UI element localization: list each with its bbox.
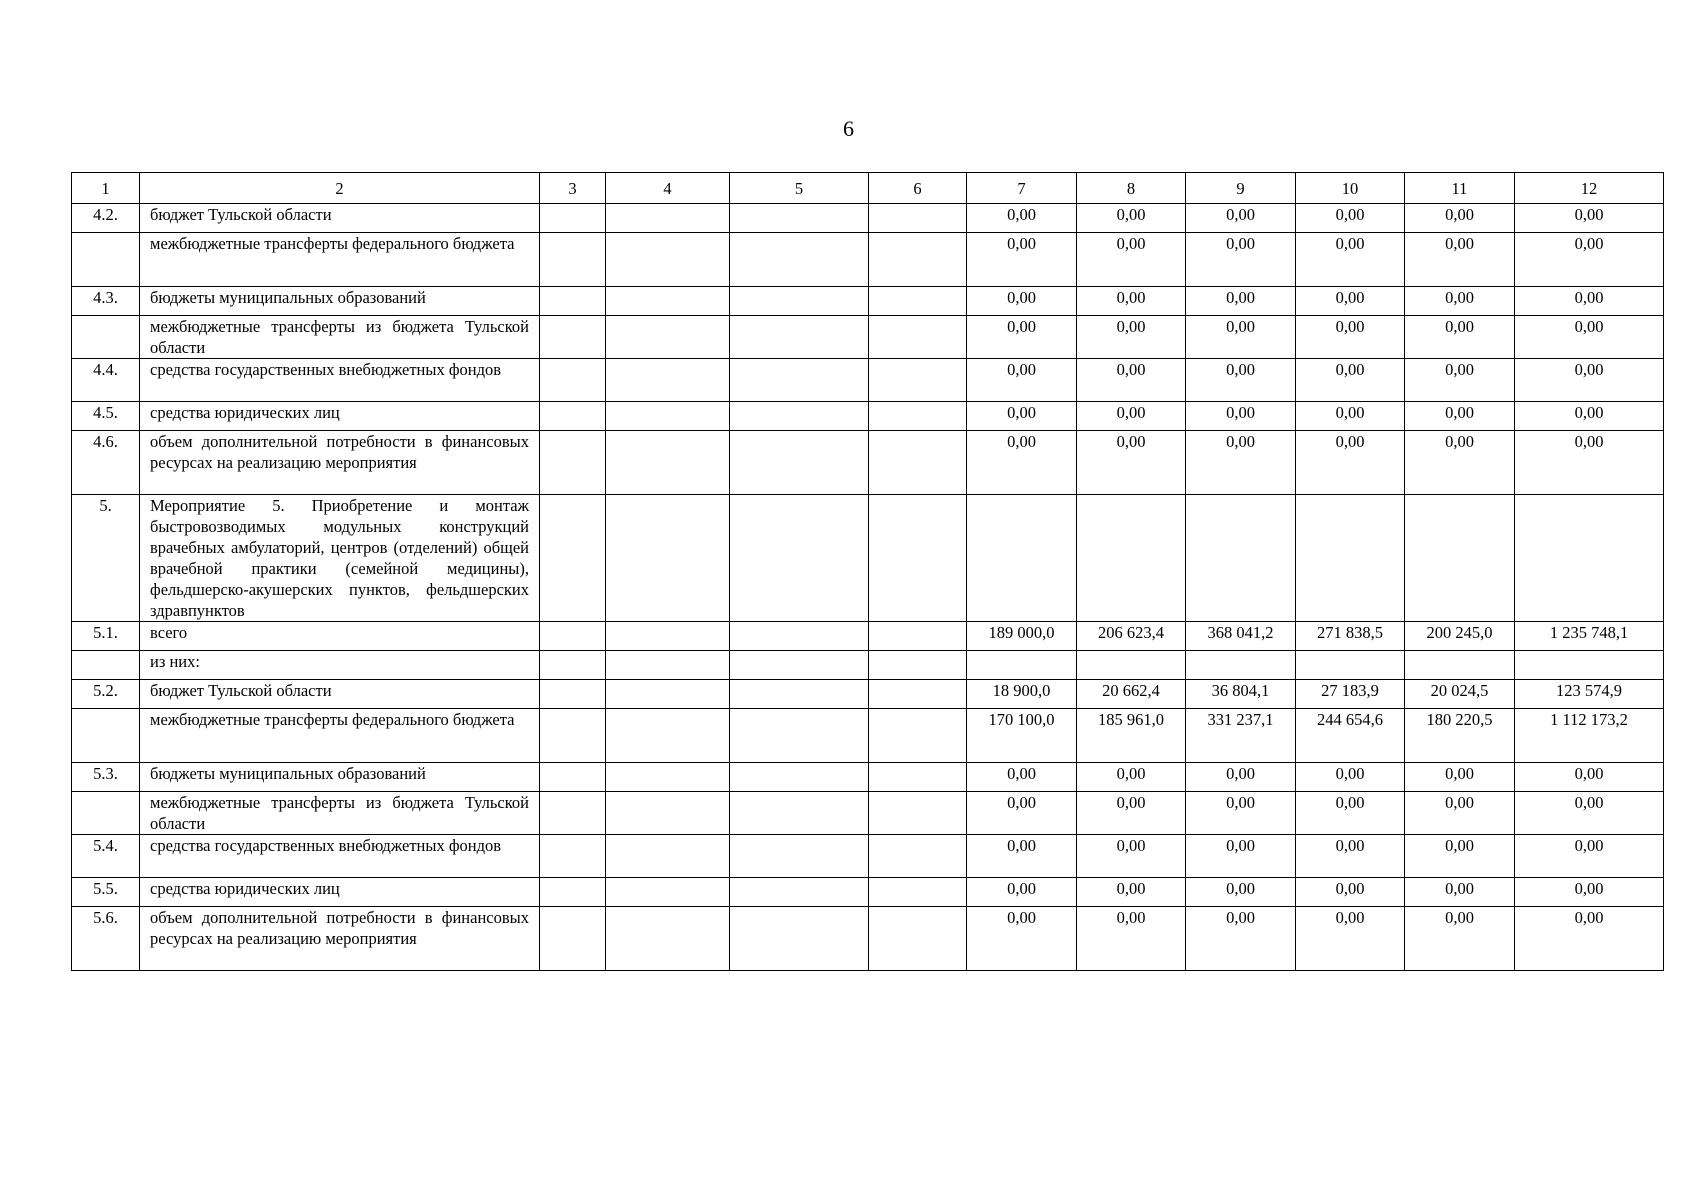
row-description: межбюджетные трансферты из бюджета Тульской области: [140, 316, 540, 359]
header-row: [72, 173, 1664, 204]
value-cell: [1296, 495, 1405, 622]
value-cell: 0,00: [1405, 359, 1515, 402]
empty-cell: [730, 495, 869, 622]
empty-cell: [869, 835, 967, 878]
value-cell: 0,00: [1296, 878, 1405, 907]
value-cell: 0,00: [1077, 835, 1186, 878]
empty-cell: [606, 680, 730, 709]
value-cell: 0,00: [1186, 204, 1296, 233]
value-cell: 0,00: [1077, 204, 1186, 233]
table-row: [72, 835, 1664, 878]
empty-cell: [869, 792, 967, 835]
column-header: 2: [140, 173, 540, 204]
table-row: [72, 680, 1664, 709]
column-header: 12: [1515, 173, 1664, 204]
value-cell: 0,00: [1186, 359, 1296, 402]
value-cell: 185 961,0: [1077, 709, 1186, 763]
row-number: [72, 792, 140, 835]
empty-cell: [606, 709, 730, 763]
table-row: [72, 316, 1664, 359]
empty-cell: [869, 233, 967, 287]
value-cell: 0,00: [1077, 233, 1186, 287]
row-description: объем дополнительной потребности в финансовых ресурсах на реализацию мероприятия: [140, 907, 540, 971]
value-cell: 0,00: [1515, 431, 1664, 495]
empty-cell: [540, 763, 606, 792]
row-description: бюджет Тульской области: [140, 680, 540, 709]
value-cell: [1077, 495, 1186, 622]
value-cell: 0,00: [1296, 233, 1405, 287]
empty-cell: [540, 907, 606, 971]
empty-cell: [540, 709, 606, 763]
row-number: 5.3.: [72, 763, 140, 792]
value-cell: 0,00: [1296, 763, 1405, 792]
value-cell: 0,00: [1296, 359, 1405, 402]
table-row: [72, 763, 1664, 792]
page-number: 6: [843, 116, 854, 141]
value-cell: 0,00: [1186, 287, 1296, 316]
empty-cell: [730, 316, 869, 359]
row-description: бюджет Тульской области: [140, 204, 540, 233]
value-cell: 0,00: [1405, 878, 1515, 907]
column-header: 1: [72, 173, 140, 204]
row-description: из них:: [140, 651, 540, 680]
empty-cell: [606, 835, 730, 878]
value-cell: 18 900,0: [967, 680, 1077, 709]
value-cell: 0,00: [967, 204, 1077, 233]
row-number: 4.2.: [72, 204, 140, 233]
row-number: 5.1.: [72, 622, 140, 651]
empty-cell: [540, 651, 606, 680]
row-number: [72, 316, 140, 359]
value-cell: 1 235 748,1: [1515, 622, 1664, 651]
value-cell: 0,00: [1515, 233, 1664, 287]
column-header: 5: [730, 173, 869, 204]
table-row: [72, 204, 1664, 233]
value-cell: 0,00: [1296, 316, 1405, 359]
empty-cell: [869, 622, 967, 651]
value-cell: 189 000,0: [967, 622, 1077, 651]
empty-cell: [606, 651, 730, 680]
value-cell: [1077, 651, 1186, 680]
empty-cell: [540, 287, 606, 316]
value-cell: 0,00: [1405, 287, 1515, 316]
value-cell: 0,00: [1515, 359, 1664, 402]
value-cell: 36 804,1: [1186, 680, 1296, 709]
row-description: средства государственных внебюджетных фондов: [140, 835, 540, 878]
row-description: Мероприятие 5. Приобретение и монтаж быстровозводимых модульных конструкций врачебных амбулаторий, центров (отделений) общей врачебной практики (семейной медицины), фельдшерско-акушерских пунктов, фельдшерских здравпунктов: [140, 495, 540, 622]
value-cell: 0,00: [1186, 792, 1296, 835]
value-cell: 0,00: [967, 233, 1077, 287]
row-number: 4.4.: [72, 359, 140, 402]
value-cell: 0,00: [1186, 316, 1296, 359]
column-header: 9: [1186, 173, 1296, 204]
value-cell: 0,00: [1077, 359, 1186, 402]
value-cell: 0,00: [1515, 878, 1664, 907]
value-cell: 206 623,4: [1077, 622, 1186, 651]
value-cell: 0,00: [1515, 402, 1664, 431]
value-cell: 0,00: [1077, 316, 1186, 359]
value-cell: 0,00: [1077, 431, 1186, 495]
empty-cell: [540, 792, 606, 835]
column-header: 6: [869, 173, 967, 204]
empty-cell: [606, 402, 730, 431]
empty-cell: [730, 792, 869, 835]
value-cell: 0,00: [967, 287, 1077, 316]
empty-cell: [540, 878, 606, 907]
value-cell: 27 183,9: [1296, 680, 1405, 709]
row-description: всего: [140, 622, 540, 651]
empty-cell: [730, 709, 869, 763]
value-cell: 0,00: [1515, 907, 1664, 971]
empty-cell: [730, 431, 869, 495]
table-row: [72, 651, 1664, 680]
column-header: 4: [606, 173, 730, 204]
table-row: [72, 495, 1664, 622]
row-number: 5.5.: [72, 878, 140, 907]
value-cell: 0,00: [967, 402, 1077, 431]
empty-cell: [730, 402, 869, 431]
value-cell: 0,00: [1186, 763, 1296, 792]
budget-table: [71, 172, 1664, 971]
value-cell: 0,00: [1186, 907, 1296, 971]
empty-cell: [606, 204, 730, 233]
row-description: межбюджетные трансферты федерального бюджета: [140, 709, 540, 763]
row-description: средства государственных внебюджетных фондов: [140, 359, 540, 402]
table-row: [72, 622, 1664, 651]
value-cell: 0,00: [967, 835, 1077, 878]
value-cell: 0,00: [1405, 763, 1515, 792]
value-cell: 0,00: [1405, 792, 1515, 835]
table-row: [72, 907, 1664, 971]
value-cell: 0,00: [967, 431, 1077, 495]
empty-cell: [540, 316, 606, 359]
value-cell: 0,00: [1515, 835, 1664, 878]
value-cell: [967, 651, 1077, 680]
value-cell: 271 838,5: [1296, 622, 1405, 651]
empty-cell: [730, 204, 869, 233]
empty-cell: [730, 233, 869, 287]
value-cell: 123 574,9: [1515, 680, 1664, 709]
table-row: [72, 431, 1664, 495]
value-cell: 0,00: [1296, 792, 1405, 835]
value-cell: 0,00: [1405, 907, 1515, 971]
empty-cell: [540, 359, 606, 402]
value-cell: [1186, 495, 1296, 622]
table-row: [72, 878, 1664, 907]
value-cell: [1515, 495, 1664, 622]
value-cell: 0,00: [1077, 287, 1186, 316]
value-cell: 0,00: [1515, 792, 1664, 835]
table-row: [72, 709, 1664, 763]
row-description: бюджеты муниципальных образований: [140, 287, 540, 316]
value-cell: 200 245,0: [1405, 622, 1515, 651]
empty-cell: [606, 622, 730, 651]
value-cell: 0,00: [1515, 287, 1664, 316]
empty-cell: [869, 316, 967, 359]
value-cell: 0,00: [1077, 402, 1186, 431]
column-header: 10: [1296, 173, 1405, 204]
table-row: [72, 792, 1664, 835]
value-cell: 0,00: [1296, 835, 1405, 878]
empty-cell: [869, 763, 967, 792]
value-cell: 0,00: [1077, 792, 1186, 835]
value-cell: 0,00: [1405, 835, 1515, 878]
value-cell: 0,00: [1077, 878, 1186, 907]
empty-cell: [540, 233, 606, 287]
empty-cell: [730, 287, 869, 316]
value-cell: 0,00: [1296, 907, 1405, 971]
empty-cell: [606, 763, 730, 792]
empty-cell: [730, 835, 869, 878]
value-cell: 0,00: [1186, 835, 1296, 878]
empty-cell: [730, 907, 869, 971]
row-description: средства юридических лиц: [140, 402, 540, 431]
empty-cell: [730, 763, 869, 792]
value-cell: 0,00: [967, 792, 1077, 835]
empty-cell: [606, 316, 730, 359]
value-cell: [1405, 495, 1515, 622]
row-number: [72, 651, 140, 680]
value-cell: [1296, 651, 1405, 680]
row-number: 4.3.: [72, 287, 140, 316]
value-cell: 170 100,0: [967, 709, 1077, 763]
empty-cell: [869, 709, 967, 763]
row-number: [72, 709, 140, 763]
table-row: [72, 402, 1664, 431]
column-header: 7: [967, 173, 1077, 204]
value-cell: 1 112 173,2: [1515, 709, 1664, 763]
value-cell: 0,00: [1077, 763, 1186, 792]
value-cell: 0,00: [1296, 431, 1405, 495]
empty-cell: [869, 431, 967, 495]
column-header: 8: [1077, 173, 1186, 204]
value-cell: 20 662,4: [1077, 680, 1186, 709]
value-cell: [1186, 651, 1296, 680]
empty-cell: [869, 359, 967, 402]
value-cell: 180 220,5: [1405, 709, 1515, 763]
row-number: 5.6.: [72, 907, 140, 971]
empty-cell: [730, 878, 869, 907]
value-cell: 0,00: [1186, 431, 1296, 495]
value-cell: 0,00: [1077, 907, 1186, 971]
table-row: [72, 359, 1664, 402]
empty-cell: [540, 622, 606, 651]
value-cell: 0,00: [967, 359, 1077, 402]
empty-cell: [869, 651, 967, 680]
value-cell: 0,00: [1296, 402, 1405, 431]
empty-cell: [869, 402, 967, 431]
row-description: объем дополнительной потребности в финансовых ресурсах на реализацию мероприятия: [140, 431, 540, 495]
value-cell: 0,00: [1405, 204, 1515, 233]
empty-cell: [730, 651, 869, 680]
empty-cell: [606, 359, 730, 402]
row-number: 5.: [72, 495, 140, 622]
value-cell: 0,00: [1405, 233, 1515, 287]
empty-cell: [869, 680, 967, 709]
row-number: 5.4.: [72, 835, 140, 878]
empty-cell: [540, 204, 606, 233]
empty-cell: [869, 907, 967, 971]
value-cell: 0,00: [1515, 204, 1664, 233]
value-cell: [1515, 651, 1664, 680]
value-cell: 0,00: [1186, 402, 1296, 431]
value-cell: [1405, 651, 1515, 680]
value-cell: 0,00: [1186, 878, 1296, 907]
value-cell: 20 024,5: [1405, 680, 1515, 709]
value-cell: 0,00: [967, 907, 1077, 971]
row-number: 5.2.: [72, 680, 140, 709]
row-description: межбюджетные трансферты федерального бюджета: [140, 233, 540, 287]
value-cell: 0,00: [967, 763, 1077, 792]
value-cell: 0,00: [1405, 402, 1515, 431]
value-cell: 0,00: [967, 878, 1077, 907]
value-cell: 244 654,6: [1296, 709, 1405, 763]
value-cell: 0,00: [1405, 316, 1515, 359]
empty-cell: [606, 287, 730, 316]
empty-cell: [606, 792, 730, 835]
empty-cell: [869, 878, 967, 907]
value-cell: 0,00: [1515, 763, 1664, 792]
empty-cell: [606, 495, 730, 622]
table-row: [72, 233, 1664, 287]
empty-cell: [540, 680, 606, 709]
row-description: бюджеты муниципальных образований: [140, 763, 540, 792]
empty-cell: [730, 359, 869, 402]
value-cell: 0,00: [1296, 204, 1405, 233]
empty-cell: [730, 622, 869, 651]
value-cell: 331 237,1: [1186, 709, 1296, 763]
value-cell: 0,00: [1296, 287, 1405, 316]
empty-cell: [540, 495, 606, 622]
empty-cell: [606, 878, 730, 907]
empty-cell: [540, 402, 606, 431]
value-cell: [967, 495, 1077, 622]
empty-cell: [540, 431, 606, 495]
empty-cell: [869, 287, 967, 316]
value-cell: 0,00: [1186, 233, 1296, 287]
empty-cell: [606, 431, 730, 495]
row-description: средства юридических лиц: [140, 878, 540, 907]
value-cell: 0,00: [1405, 431, 1515, 495]
empty-cell: [869, 204, 967, 233]
column-header: 11: [1405, 173, 1515, 204]
row-number: [72, 233, 140, 287]
value-cell: 0,00: [967, 316, 1077, 359]
empty-cell: [540, 835, 606, 878]
row-number: 4.5.: [72, 402, 140, 431]
value-cell: 0,00: [1515, 316, 1664, 359]
empty-cell: [869, 495, 967, 622]
empty-cell: [606, 907, 730, 971]
row-number: 4.6.: [72, 431, 140, 495]
empty-cell: [730, 680, 869, 709]
empty-cell: [606, 233, 730, 287]
row-description: межбюджетные трансферты из бюджета Тульской области: [140, 792, 540, 835]
table-row: [72, 287, 1664, 316]
value-cell: 368 041,2: [1186, 622, 1296, 651]
column-header: 3: [540, 173, 606, 204]
